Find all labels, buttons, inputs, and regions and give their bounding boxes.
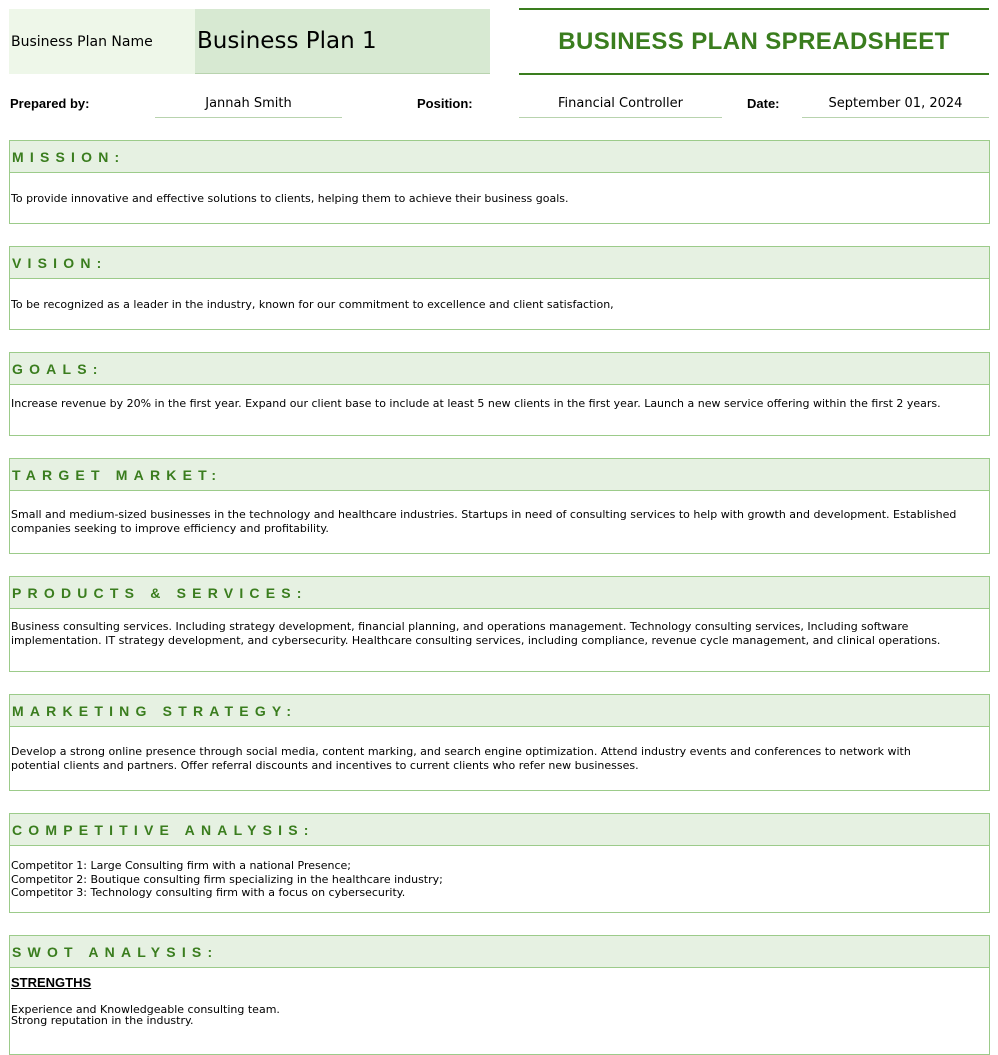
competitor-line: Competitor 2: Boutique consulting firm specializing in the healthcare industry; [11, 872, 443, 886]
competitive-analysis-text[interactable] [10, 846, 989, 900]
plan-name-label: Business Plan Name [9, 9, 195, 74]
target-market-section [9, 458, 990, 554]
products-services-section [9, 576, 990, 672]
swot-analysis-section [9, 935, 990, 1055]
strength-line: Experience and Knowledgeable consulting team. [11, 1003, 280, 1016]
section-title: GOALS: [10, 353, 989, 385]
strengths-label: STRENGTHS [11, 975, 92, 990]
competitor-line: Competitor 3: Technology consulting firm with a focus on cybersecurity. [11, 886, 406, 899]
prepared-by-label: Prepared by: [10, 96, 90, 111]
goals-text[interactable]: Increase revenue by 20% in the first year. Expand our client base to include at least 5 new clients in the first year. Launch a new service offering within the first 2 years. [11, 397, 941, 410]
section-title: MISSION: [10, 141, 989, 173]
prepared-by-field[interactable]: Jannah Smith [155, 96, 342, 118]
section-title: MARKETING STRATEGY: [10, 695, 989, 727]
page-title: BUSINESS PLAN SPREADSHEET [519, 8, 989, 75]
mission-text[interactable]: To provide innovative and effective solutions to clients, helping them to achieve their business goals. [11, 192, 569, 205]
section-title: TARGET MARKET: [10, 459, 989, 491]
marketing-strategy-text[interactable]: Develop a strong online presence through social media, content marking, and search engine optimization. Attend industry events and conferences to network with potential clients and partners. Offer referral discounts and incentives to current clients who refer new businesses. [11, 745, 911, 772]
section-title: VISION: [10, 247, 989, 279]
date-label: Date: [747, 96, 780, 111]
section-title: PRODUCTS & SERVICES: [10, 577, 989, 609]
competitive-analysis-section [9, 813, 990, 913]
marketing-strategy-section [9, 694, 990, 791]
position-field[interactable]: Financial Controller [519, 96, 722, 118]
goals-section [9, 352, 990, 436]
strength-line: Strong reputation in the industry. [11, 1014, 194, 1027]
plan-name-value[interactable]: Business Plan 1 [195, 9, 490, 74]
vision-section [9, 246, 990, 330]
products-services-text[interactable]: Business consulting services. Including strategy development, financial planning, and operations management. Technology consulting services, Including software implementation. IT strategy development, and cybersecurity. Healthcare consulting services, including compliance, revenue cycle management, and clinical operations. [11, 620, 941, 647]
section-title: SWOT ANALYSIS: [10, 936, 989, 968]
section-title: COMPETITIVE ANALYSIS: [10, 814, 989, 846]
vision-text[interactable]: To be recognized as a leader in the industry, known for our commitment to excellence and client satisfaction, [11, 298, 614, 311]
competitor-line: Competitor 1: Large Consulting firm with a national Presence; [11, 859, 352, 872]
date-field[interactable]: September 01, 2024 [802, 96, 989, 118]
strengths-text[interactable] [11, 1004, 989, 1026]
position-label: Position: [417, 96, 473, 111]
target-market-text[interactable]: Small and medium-sized businesses in the technology and healthcare industries. Startups in need of consulting services to help with growth and development. Established companies seeking to improve efficiency and profitability. [11, 508, 957, 535]
mission-section [9, 140, 990, 224]
